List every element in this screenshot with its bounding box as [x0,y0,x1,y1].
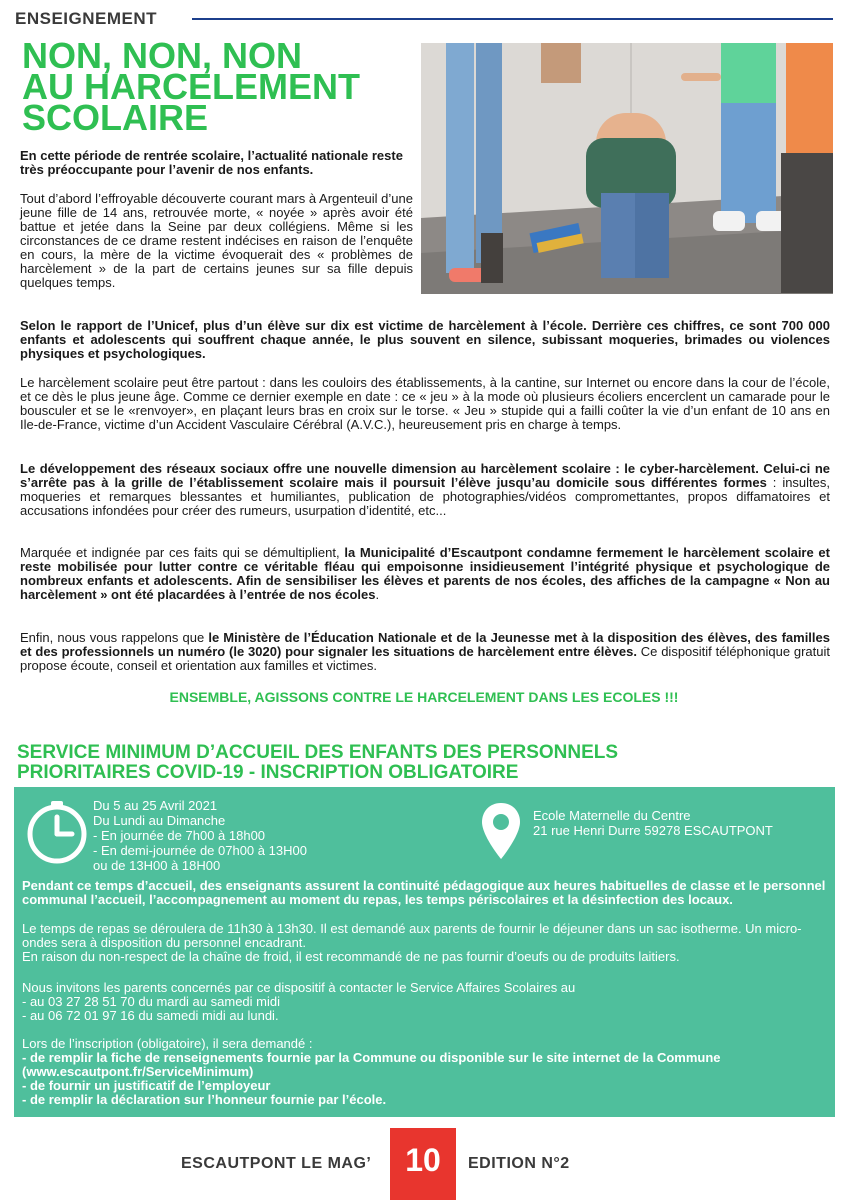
service-text-line: - au 06 72 01 97 16 du samedi midi au lundi. [22,1008,279,1023]
section-rule [192,18,833,20]
clock-icon [24,799,90,865]
service-info-box [14,787,835,1117]
address [533,808,773,838]
article-title [22,35,422,138]
article-paragraph-2: Selon le rapport de l’Unicef, plus d’un élève sur dix est victime de harcèlement à l’école. Derrière ces chiffres, ce sont 700 000 enfants et adolescents qui souffrent chaque année, le plus souvent en silence, subissant moqueries, brimades ou violences physiques et psychologiques. [20,318,830,361]
article-paragraph-1: Tout d’abord l’effroyable découverte courant mars à Argenteuil d’une jeune fille de 14 ans, retrouvée morte, « noyée » après avoir été battue et jetée dans la Seine par deux collégiens. Même si les circonstances de ce drame restent indécises en raison de l’enquête en cours, la mère de la victime évoquerait des « problèmes de harcèlement » de la part de certains jeunes sur sa fille depuis quelques temps. [20,191,413,290]
paragraph-5-start: Marquée et indignée par ces faits qui se démultiplient, [20,545,345,560]
footer-edition: EDITION N°2 [468,1155,570,1172]
service-title [17,743,837,783]
bullying-photo-illustration [421,43,833,294]
service-paragraph-3 [22,1037,827,1107]
address-line: Ecole Maternelle du Centre [533,808,691,823]
article-paragraph-4 [20,462,830,518]
service-requirement: - de fournir un justificatif de l’employeur [22,1078,271,1093]
paragraph-4-rest: : insultes, moqueries et remarques blessantes et humiliantes, publication de photographies/vidéos compromettantes, propos diffamatoires et accusations infondées pour créer des rumeurs, usurpation d’identité, etc... [20,475,831,518]
article-paragraph-3: Le harcèlement scolaire peut être partout : dans les couloirs des établissements, à la cantine, sur Internet ou encore dans la cour de l’école, et ce dès le plus jeune âge. Comme ce dernier exemple en date : ce « jeu » à la mode où plusieurs écoliers encerclent un camarade pour le bousculer et se le «renvoyer», en plaçant leurs bras en croix sur le torse. « Jeu » stupide qui a failli coûter la vie d’un enfant de 10 ans en Ile-de-France, victime d’un Accident Vasculaire Cérébral (A.V.C.), heureusement pris en charge à temps. [20,375,830,432]
article-paragraph-5 [20,546,830,602]
article-photo [421,43,833,294]
paragraph-6-start: Enfin, nous vous rappelons que [20,630,209,645]
schedule-line: Du Lundi au Dimanche [93,813,226,828]
service-paragraph-1 [22,922,827,964]
title-line: AU HARCELEMENT [22,66,360,107]
paragraph-6-end: Ce dispositif téléphonique gratuit propose écoute, conseil et orientation aux familles et victimes. [20,644,831,673]
service-paragraph-1-bold: Pendant ce temps d’accueil, des enseignants assurent la continuité pédagogique aux heures habituelles de classe et le personnel communal l’accueil, l’accompagnement au moment du repas, les temps périscolaires et la désinfection des locaux. [22,878,826,907]
footer-magazine-name: ESCAUTPONT LE MAG’ [181,1155,372,1172]
service-paragraph-2 [22,981,827,1023]
service-text-line: En raison du non-respect de la chaîne de froid, il est recommandé de ne pas fournir d’oeufs ou de produits laitiers. [22,949,680,964]
address-line: 21 rue Henri Durre 59278 ESCAUTPONT [533,823,773,838]
service-text-line: - au 03 27 28 51 70 du mardi au samedi midi [22,994,280,1009]
service-requirement: - de remplir la fiche de renseignements fournie par la Commune ou disponible sur le site internet de la Commune (www.escautpont.fr/ServiceMinimum) [22,1050,721,1079]
service-title-line: PRIORITAIRES COVID-19 - INSCRIPTION OBLIGATOIRE [17,762,519,783]
paragraph-6-bold: le Ministère de l’Éducation Nationale et de la Jeunesse met à la disposition des élèves, des familles et des professionnels un numéro (le 3020) pour signaler les situations de harcèlement entre élèves. [20,630,830,659]
schedule-line: Du 5 au 25 Avril 2021 [93,798,218,813]
service-text-line: Nous invitons les parents concernés par ce dispositif à contacter le Service Affaires Scolaires au [22,980,576,995]
schedule-line: - En journée de 7h00 à 18h00 [93,828,266,843]
title-line: SCOLAIRE [22,97,209,138]
schedule-line: - En demi-journée de 07h00 à 13H00 [93,843,307,858]
service-requirement: - de remplir la déclaration sur l’honneur fournie par l’école. [22,1092,387,1107]
section-label: ENSEIGNEMENT [15,9,158,28]
location-pin-icon [479,801,523,863]
title-line: NON, NON, NON [22,35,303,76]
article-intro: En cette période de rentrée scolaire, l’actualité nationale reste très préoccupante pour l’avenir de nos enfants. [20,148,403,177]
article-paragraph-6 [20,631,830,673]
slogan: ENSEMBLE, AGISSONS CONTRE LE HARCELEMENT DANS LES ECOLES !!! [169,689,679,705]
page-number: 10 [390,1128,456,1200]
schedule [93,798,307,873]
schedule-line: ou de 13H00 à 18H00 [93,858,221,873]
service-text-line: Lors de l’inscription (obligatoire), il sera demandé : [22,1036,313,1051]
service-text-line: Le temps de repas se déroulera de 11h30 à 13h30. Il est demandé aux parents de fournir le déjeuner dans un sac isotherme. Un micro-ondes sera à disposition du personnel encadrant. [22,921,802,950]
paragraph-4-bold: Le développement des réseaux sociaux offre une nouvelle dimension au harcèlement scolaire : le cyber-harcèlement. Celui-ci ne s’arrête pas à la grille de l’établissement scolaire mais il poursuit l’élève jusqu’au domicile sous différentes formes [20,461,830,490]
paragraph-5-end: . [375,587,380,602]
paragraph-5-bold: la Municipalité d’Escautpont condamne fermement le harcèlement scolaire et reste mobilisée pour lutter contre ce véritable fléau qui empoisonne insidieusement l’intégrité physique et psychologique de nombreux enfants et adolescents. Afin de sensibiliser les élèves et parents de nos écoles, des affiches de la campagne « Non au harcèlement » ont été placardées à l’entrée de nos écoles [20,545,830,602]
service-title-line: SERVICE MINIMUM D’ACCUEIL DES ENFANTS DES PERSONNELS [17,742,619,763]
